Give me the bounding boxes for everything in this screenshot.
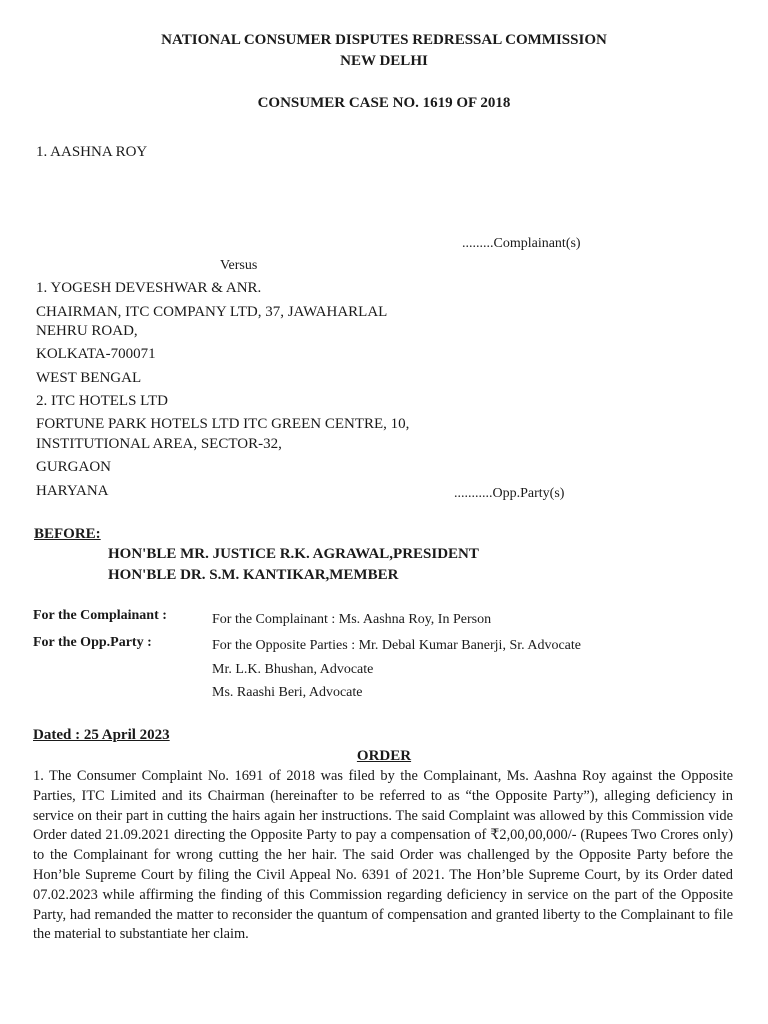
versus-label: Versus [220,258,258,273]
opp-appearance-label: For the Opp.Party : [33,635,152,650]
opp-line-5: WEST BENGAL [36,370,142,386]
complainant-role: .........Complainant(s) [462,236,581,251]
complainant-appearance-value: For the Complainant : Ms. Aashna Roy, In Person [212,612,492,627]
opp-party-role: ...........Opp.Party(s) [454,486,565,501]
opp-line-6: 2. ITC HOTELS LTD [36,393,168,409]
judge-member: HON'BLE DR. S.M. KANTIKAR,MEMBER [108,567,399,583]
opp-line-10: HARYANA [36,483,109,499]
opp-appearance-value-2: Mr. L.K. Bhushan, Advocate [212,662,374,677]
before-label: BEFORE: [34,526,101,542]
order-paragraph: 1. The Consumer Complaint No. 1691 of 2018 was filed by the Complainant, Ms. Aashna Roy against the Opposite Parties, ITC Limited and its Chairman (hereinafter to be referred to as “the Opposite Party”), alleging deficiency in service on their part in cutting the hairs again her instructions. The said Complaint was allowed by this Commission vide Order dated 21.09.2021 directing the Opposite Party to pay a compensation of ₹2,00,00,000/- (Rupees Two Crores only) to the Complainant for wrong cutting the her hair. The said Order was challenged by the Opposite Party before the Hon’ble Supreme Court by filing the Civil Appeal No. 6391 of 2021. The Hon’ble Supreme Court, by its Order dated 07.02.2023 while affirming the finding of this Commission regarding deficiency in service on the part of the Opposite Party, had remanded the matter to reconsider the quantum of compensation and granted liberty to the Complainant to file the material to substantiate her claim. [33,768,733,943]
opp-line-7: FORTUNE PARK HOTELS LTD ITC GREEN CENTRE, 10, [36,416,410,432]
opp-appearance-value-3: Ms. Raashi Beri, Advocate [212,685,363,700]
commission-city: NEW DELHI [340,53,428,69]
opp-line-4: KOLKATA-700071 [36,346,156,362]
judge-president: HON'BLE MR. JUSTICE R.K. AGRAWAL,PRESIDENT [108,546,479,562]
order-title: ORDER [356,748,412,764]
commission-title: NATIONAL CONSUMER DISPUTES REDRESSAL COMMISSION [161,32,607,48]
opp-line-8: INSTITUTIONAL AREA, SECTOR-32, [36,436,282,452]
order-date: Dated : 25 April 2023 [33,727,170,743]
complainant-name: 1. AASHNA ROY [36,144,148,160]
opp-line-1: 1. YOGESH DEVESHWAR & ANR. [36,280,262,296]
complainant-appearance-label: For the Complainant : [33,608,167,623]
opp-appearance-value-1: For the Opposite Parties : Mr. Debal Kumar Banerji, Sr. Advocate [212,638,581,653]
opp-line-3: NEHRU ROAD, [36,323,138,339]
opp-line-2: CHAIRMAN, ITC COMPANY LTD, 37, JAWAHARLAL [36,304,388,320]
case-number: CONSUMER CASE NO. 1619 OF 2018 [257,95,511,111]
opp-line-9: GURGAON [36,459,111,475]
